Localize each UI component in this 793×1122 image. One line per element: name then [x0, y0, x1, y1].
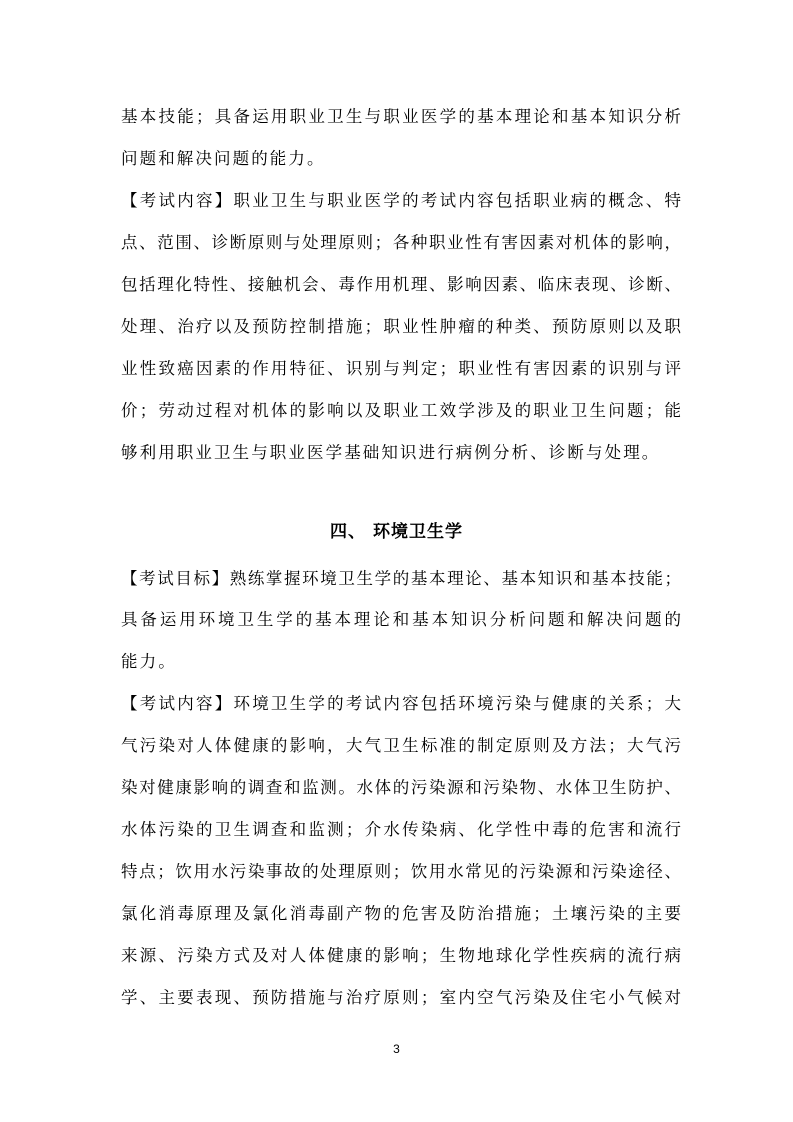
body-text-line: 【考试内容】职业卫生与职业医学的考试内容包括职业病的概念、特 — [121, 191, 681, 210]
body-text-line: 具备运用环境卫生学的基本理论和基本知识分析问题和解决问题的 — [121, 610, 681, 629]
body-text-line: 【考试目标】熟练掌握环境卫生学的基本理论、基本知识和基本技能； — [121, 569, 681, 588]
body-text-line: 够利用职业卫生与职业医学基础知识进行病例分析、诊断与处理。 — [121, 443, 661, 462]
body-text-line: 处理、治疗以及预防控制措施；职业性肿瘤的种类、预防原则以及职 — [121, 317, 681, 336]
body-text-line: 业性致癌因素的作用特征、识别与判定；职业性有害因素的识别与评 — [121, 359, 681, 378]
body-text-line: 问题和解决问题的能力。 — [121, 149, 326, 168]
body-text-line: 来源、污染方式及对人体健康的影响；生物地球化学性疾病的流行病 — [121, 946, 681, 965]
body-text-line: 【考试内容】环境卫生学的考试内容包括环境污染与健康的关系；大 — [121, 694, 681, 713]
body-text-line: 特点；饮用水污染事故的处理原则；饮用水常见的污染源和污染途径、 — [121, 862, 681, 881]
page-number: 3 — [393, 1042, 400, 1056]
body-text-line: 氯化消毒原理及氯化消毒副产物的危害及防治措施；土壤污染的主要 — [121, 904, 681, 923]
body-text-line: 染对健康影响的调查和监测。水体的污染源和污染物、水体卫生防护、 — [121, 778, 681, 797]
body-text-line: 水体污染的卫生调查和监测；介水传染病、化学性中毒的危害和流行 — [121, 820, 681, 839]
body-text-line: 价；劳动过程对机体的影响以及职业工效学涉及的职业卫生问题；能 — [121, 401, 681, 420]
body-text-line: 气污染对人体健康的影响，大气卫生标准的制定原则及方法；大气污 — [121, 736, 681, 755]
body-text-line: 点、范围、诊断原则与处理原则；各种职业性有害因素对机体的影响， — [121, 233, 681, 252]
body-text-line: 能力。 — [121, 652, 177, 671]
body-text-line: 基本技能；具备运用职业卫生与职业医学的基本理论和基本知识分析 — [121, 107, 681, 126]
body-text-line: 学、主要表现、预防措施与治疗原则；室内空气污染及住宅小气候对 — [121, 988, 681, 1007]
body-text-line: 包括理化特性、接触机会、毒作用机理、影响因素、临床表现、诊断、 — [121, 275, 681, 294]
section-heading: 四、 环境卫生学 — [330, 522, 463, 542]
